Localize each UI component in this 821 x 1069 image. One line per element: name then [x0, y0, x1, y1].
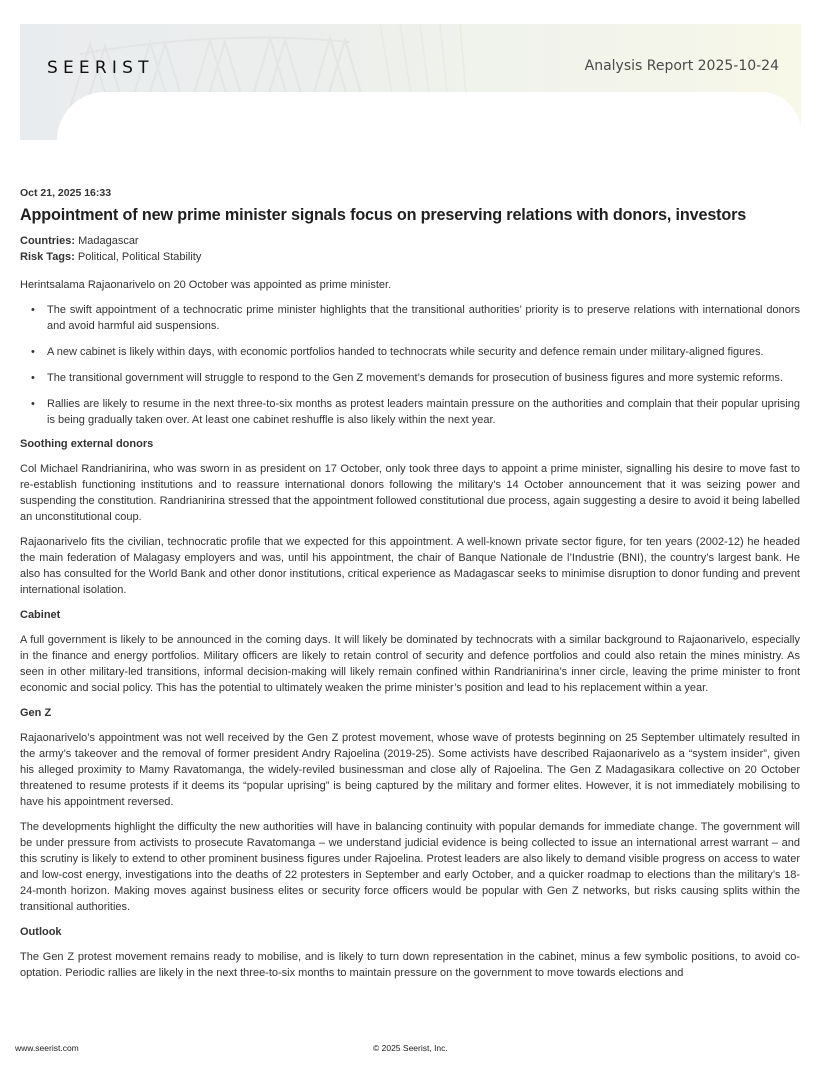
risk-tags-value: Political, Political Stability: [77, 250, 202, 263]
section-paragraph: A full government is likely to be announced in the coming days. It will likely be dominated by technocrats with a similar background to Rajaonarivelo, especially in the finance and energy portfolios. Military officers are likely to retain control of security and defence portfolios and could also retain the mines ministry. As seen in other military-led transitions, informal decision-making will likely remain confined within Randrianirina’s inner circle, leaving the prime minister to front economic and social policy. This has the potential to ultimately weaken the prime minister’s position and lead to his replacement within a year.: [20, 634, 800, 694]
bullet-icon: •: [31, 372, 35, 384]
section-heading: Soothing external donors: [20, 438, 154, 450]
key-points-list: [20, 302, 800, 428]
countries-row: [20, 234, 800, 250]
report-title: Analysis Report 2025-10-24: [584, 58, 779, 74]
section-paragraph: Rajaonarivelo’s appointment was not well received by the Gen Z protest movement, whose wave of protests beginning on 25 September ultimately resulted in the army’s takeover and the removal of former president Andry Rajoelina (2019-25). Some activists have described Rajaonarivelo as a “system insider”, given his alleged proximity to Mamy Ravatomanga, the widely-reviled businessman and close ally of Rajoelina. The Gen Z Madagasikara collective on 20 October threatened to resume protests if it deems its “popular uprising” is being captured by the military and former elites. However, it is not immediately mobilising to have his appointment reversed.: [20, 732, 800, 808]
bullet-icon: •: [31, 346, 35, 358]
key-point: [31, 344, 800, 360]
key-point: [31, 396, 800, 428]
footer-website-link[interactable]: www.seerist.com: [15, 1043, 79, 1053]
section-heading: Outlook: [20, 926, 62, 938]
section-paragraph: The developments highlight the difficulty the new authorities will have in balancing continuity with popular demands for immediate change. The government will be under pressure from activists to prosecute Ravatomanga – we understand judicial evidence is being collected to issue an international arrest warrant – and this scrutiny is likely to extend to other prominent business figures under Rajoelina. Protest leaders are also likely to demand visible progress on access to water and low-cost energy, investigations into the deaths of 22 protesters in September and early October, and a quicker roadmap to elections than the military’s 18-24-month horizon. Making moves against business elites or security force officers would be popular with Gen Z networks, but risks causing splits within the transitional authorities.: [20, 821, 800, 913]
section-paragraph: Col Michael Randrianirina, who was sworn in as president on 17 October, only took three days to appoint a prime minister, signalling his desire to move fast to re-establish functioning institutions and to reassure international donors following the military’s 14 October announcement that it was seizing power and suspending the constitution. Randrianirina stressed that the appointment followed constitutional due process, again suggesting a desire to avoid it being labelled an unconstitutional coup.: [20, 463, 800, 523]
section-heading: Gen Z: [20, 707, 52, 719]
countries-value: Madagascar: [78, 235, 139, 247]
section-paragraph: The Gen Z protest movement remains ready to mobilise, and is likely to turn down representation in the cabinet, minus a few symbolic positions, to avoid co-optation. Periodic rallies are likely in the next three-to-six months to maintain pressure on the government to move towards elections and: [20, 951, 800, 979]
section-heading: Cabinet: [20, 609, 61, 621]
key-point: [31, 370, 800, 386]
article-meta: [20, 234, 800, 265]
footer-copyright: © 2025 Seerist, Inc.: [373, 1043, 448, 1053]
key-point-text: The transitional government will struggle to respond to the Gen Z movement’s demands for prosecution of business figures and more systemic reforms.: [47, 372, 783, 384]
intro-paragraph: Herintsalama Rajaonarivelo on 20 October was appointed as prime minister.: [20, 279, 392, 291]
key-point-text: Rallies are likely to resume in the next three-to-six months as protest leaders maintain pressure on the authorities and complain that their popular uprising is being gradually taken over. At least one cabinet reshuffle is also likely within the next year.: [47, 398, 800, 426]
key-point-text: The swift appointment of a technocratic prime minister highlights that the transitional authorities’ priority is to preserve relations with international donors and avoid harmful aid suspensions.: [47, 304, 800, 332]
risk-tags-label: Risk Tags:: [20, 250, 75, 263]
section-paragraph: Rajaonarivelo fits the civilian, technocratic profile that we expected for this appointment. A well-known private sector figure, for ten years (2002-12) he headed the main federation of Malagasy employers and was, until his appointment, the chair of Banque Nationale de l’Industrie (BNI), the country’s largest bank. He also has consulted for the World Bank and other donor institutions, critical experience as Madagascar seeks to minimise disruption to donor funding and prevent international isolation.: [20, 536, 800, 596]
article: [20, 186, 800, 981]
countries-label: Countries:: [20, 235, 75, 247]
banner-white-panel: [57, 92, 801, 140]
article-title: Appointment of new prime minister signals focus on preserving relations with donors, investors: [20, 206, 747, 224]
key-point: [31, 302, 800, 334]
risk-tags-row: [20, 250, 800, 266]
bullet-icon: •: [31, 304, 35, 316]
article-timestamp: Oct 21, 2025 16:33: [20, 187, 112, 199]
header-banner: [20, 24, 801, 140]
seerist-logo: SEERIST: [47, 58, 154, 78]
bullet-icon: •: [31, 398, 35, 410]
key-point-text: A new cabinet is likely within days, with economic portfolios handed to technocrats while security and defence remain under military-aligned figures.: [47, 346, 764, 358]
